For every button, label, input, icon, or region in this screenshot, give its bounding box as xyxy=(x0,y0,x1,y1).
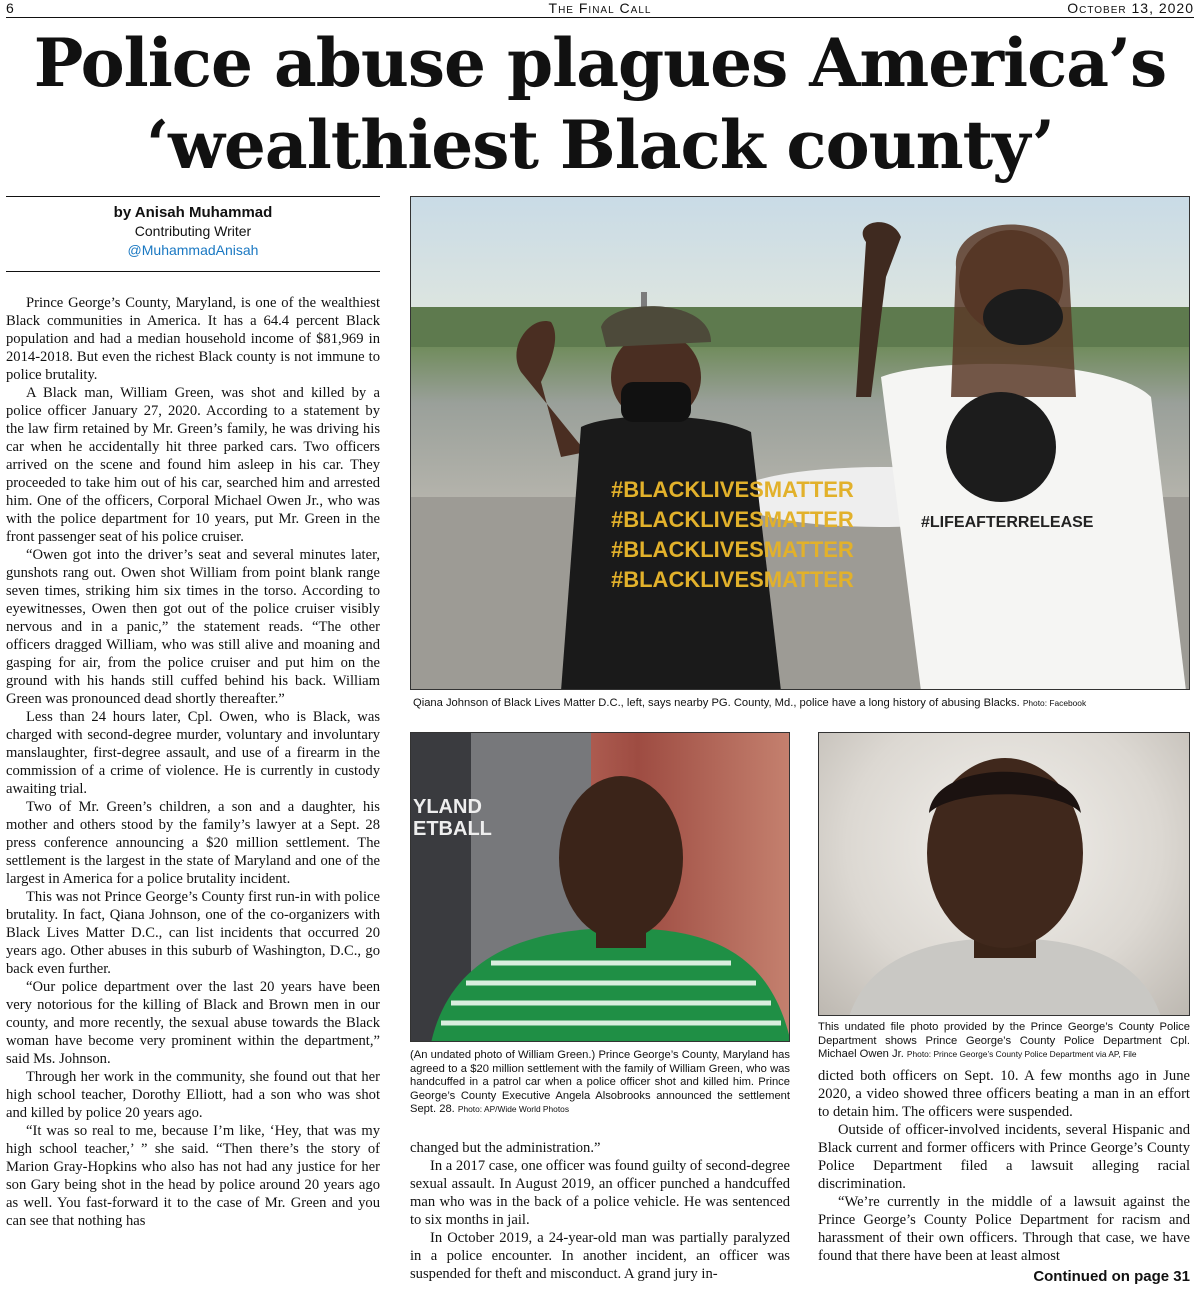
paragraph: Through her work in the community, she found out that her high school teacher, Dorothy Elliott, had a son who was shot and killed by police 20 years ago. xyxy=(6,1069,380,1121)
sign-text: ETBALL xyxy=(413,818,492,840)
michael-owen-illustration xyxy=(819,733,1190,1016)
issue-date: October 13, 2020 xyxy=(1067,0,1194,16)
byline-handle: @MuhammadAnisah xyxy=(127,242,259,258)
paragraph: “Our police department over the last 20 years have been very notorious for the killing of Black and Brown men in our county, and more recently, the sexual abuse towards the Black woman have become very prominent within the department,” said Ms. Johnson. xyxy=(6,979,380,1067)
paragraph: “We’re currently in the middle of a lawsuit against the Prince George’s County Police Department for racism and harassment of their own officers. Through that case, we have found that there have been at least almost xyxy=(818,1194,1190,1264)
paragraph: Outside of officer-involved incidents, several Hispanic and Black current and former officers with Prince George’s County Police Department filed a lawsuit alleging racial discrimination. xyxy=(818,1122,1190,1192)
paragraph: In a 2017 case, one officer was found guilty of second-degree sexual assault. In August 2019, an officer punched a handcuffed man who was in the back of a police vehicle. He was sentenced to six months in jail. xyxy=(410,1158,790,1228)
shirt-text-blm: #BLACKLIVESMATTER xyxy=(611,477,854,502)
article-column-2 xyxy=(410,1139,790,1283)
paragraph: “It was so real to me, because I’m like, ‘Hey, that was my high school teacher,’ ” she said. “Then there’s the story of Marion Gray-Hopkins who also has not had any justice for her son Gary being shot in the head by police around 20 years ago as well. You fast-forward it to the case of Mr. Green and you can see that nothing has xyxy=(6,1123,380,1229)
sign-text: YLAND xyxy=(413,796,482,818)
shirt-text-blm: #BLACKLIVESMATTER xyxy=(611,537,854,562)
photo-protesters xyxy=(410,196,1190,690)
caption-william-green xyxy=(410,1049,790,1117)
headline-line-1: Police abuse plagues America’s xyxy=(33,24,1167,102)
continued-on-page-link[interactable]: Continued on page 31 xyxy=(1033,1268,1190,1285)
photo-michael-owen xyxy=(818,732,1190,1016)
shirt-text-life-after-release: #LIFEAFTERRELEASE xyxy=(921,514,1094,531)
caption-text: Qiana Johnson of Black Lives Matter D.C., left, says nearby PG. County, Md., police have a long history of abusing Blacks. xyxy=(413,697,1020,709)
paragraph: “Owen got into the driver’s seat and several minutes later, gunshots rang out. Owen shot William from point blank range seven times, striking him six times in the torso. According to eyewitnesses, Owen then got out of the police cruiser visibly nervous and in a panic,” the statement reads. “The other officers dragged William, who was still alive and moaning and gasping for air, from the police cruiser and put him on the ground with his hands still cuffed behind his back. William Green was pronounced dead shortly thereafter.” xyxy=(6,547,380,707)
caption-text: (An undated photo of William Green.) Prince George’s County, Maryland has agreed to a $20 million settlement with the family of William Green, who was handcuffed in a patrol car when a police officer shot and killed him. Prince George’s County Executive Angela Alsobrooks announced the settlement Sept. 28. xyxy=(410,1049,790,1116)
masthead: The Final Call xyxy=(548,0,652,16)
headline-line-2: ‘wealthiest Black county’ xyxy=(146,106,1054,184)
caption-text: This undated file photo provided by the Prince George’s County Police Department shows Prince George’s County Police Department Cpl. Michael Owen Jr. xyxy=(818,1021,1190,1061)
paragraph: changed but the administration.” xyxy=(410,1140,601,1156)
paragraph: Less than 24 hours later, Cpl. Owen, who is Black, was charged with second-degree murder, voluntary and involuntary manslaughter, first-degree assault, and use of a firearm in the commission of a crime of violence. He is currently in custody awaiting trial. xyxy=(6,709,380,797)
article-column-1 xyxy=(6,294,380,1230)
photo-william-green xyxy=(410,732,790,1042)
william-green-illustration xyxy=(411,733,790,1042)
paragraph: Prince George’s County, Maryland, is one of the wealthiest Black communities in America. It has a 64.4 percent Black population and had a median household income of $81,969 in 2014-2018. But even the richest Black county is not immune to police brutality. xyxy=(6,295,380,383)
byline-author: by Anisah Muhammad xyxy=(113,204,273,221)
paragraph: In October 2019, a 24-year-old man was partially paralyzed in a police encounter. In another incident, an officer was suspended for theft and misconduct. A grand jury in- xyxy=(410,1230,790,1282)
byline xyxy=(6,196,380,272)
photo-credit: Photo: Prince George’s County Police Department via AP, File xyxy=(906,1049,1137,1060)
page-number: 6 xyxy=(6,0,14,16)
article-column-3 xyxy=(818,1067,1190,1265)
paragraph: A Black man, William Green, was shot and killed by a police officer January 27, 2020. According to a statement by the law firm retained by Mr. Green’s family, he was driving his car when he accidentally hit three parked cars. Two officers arrived on the scene and found him asleep in his car. They proceeded to take him out of his car, searched him and arrested him. One of the officers, Corporal Michael Owen Jr., who was with the police department for 10 years, put Mr. Green in the front passenger seat of his police cruiser. xyxy=(6,385,380,545)
shirt-text-blm: #BLACKLIVESMATTER xyxy=(611,567,854,592)
protesters-illustration xyxy=(411,197,1190,690)
running-header xyxy=(6,0,1194,18)
caption-main-photo xyxy=(413,697,1190,711)
shirt-text-blm: #BLACKLIVESMATTER xyxy=(611,507,854,532)
caption-michael-owen xyxy=(818,1021,1190,1062)
byline-role: Contributing Writer xyxy=(134,223,252,239)
photo-credit: Photo: AP/Wide World Photos xyxy=(457,1104,570,1115)
paragraph: This was not Prince George’s County first run-in with police brutality. In fact, Qiana Johnson, one of the co-organizers with Black Lives Matter D.C., can list incidents that occurred 20 years ago. Other abuses in this suburb of Washington, D.C., go back even further. xyxy=(6,889,380,977)
paragraph: Two of Mr. Green’s children, a son and a daughter, his mother and others stood by the family’s lawyer at a Sept. 28 press conference announcing a $20 million settlement. The settlement is the largest in the state of Maryland and one of the largest in America for a police brutality incident. xyxy=(6,799,380,887)
photo-credit: Photo: Facebook xyxy=(1022,698,1087,708)
headline xyxy=(0,22,1200,186)
paragraph: dicted both officers on Sept. 10. A few months ago in June 2020, a video showed three officers beating a man in an effort to detain him. The officers were suspended. xyxy=(818,1068,1190,1120)
